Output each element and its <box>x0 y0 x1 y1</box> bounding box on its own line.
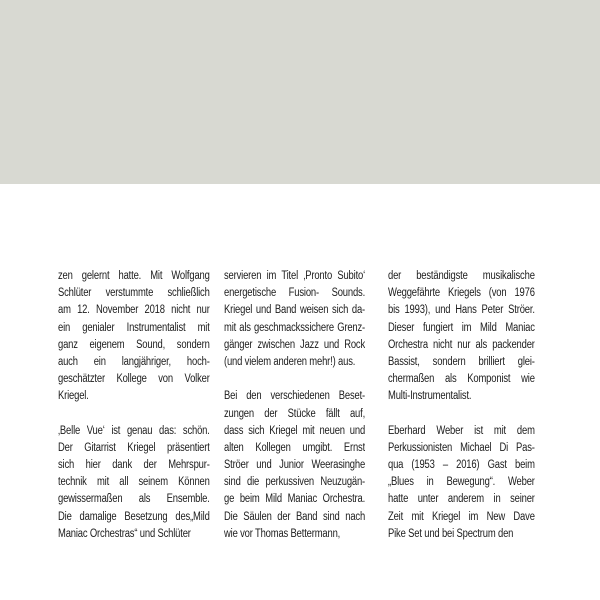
text-line: Schlüter verstummte schließlich <box>58 287 210 300</box>
text-line: Ströer und Junior Weerasinghe <box>224 459 366 472</box>
paragraph <box>58 268 210 406</box>
text-line: qua (1953 – 2016) Gast beim <box>388 459 535 472</box>
paragraph <box>224 268 365 371</box>
text-line: Multi-Instrumentalist. <box>388 390 472 403</box>
text-line: (und vielem anderen mehr!) aus. <box>224 355 356 368</box>
text-line: ein genialer Instrumentalist mit <box>58 321 210 334</box>
text-line: sind die perkussiven Neuzugän- <box>224 476 366 489</box>
text-line: geschätzter Kollege von Volker <box>58 373 210 386</box>
text-line: energetische Fusion- Sounds. <box>224 287 366 300</box>
gray-image-band <box>0 0 600 184</box>
text-line: Bei den verschiedenen Beset- <box>224 390 366 403</box>
text-line: „Blues in Bewegung“. Weber <box>388 476 535 489</box>
text-line: Perkussionisten Michael Di Pas- <box>388 441 535 454</box>
text-line: chermaßen als Komponist wie <box>388 373 535 386</box>
text-line: Die damalige Besetzung des„Mild <box>58 510 210 523</box>
text-line: zungen der Stücke fällt auf, <box>224 407 366 420</box>
text-line: der beständigste musikalische <box>388 270 535 282</box>
text-line: Weggefährte Kriegels (von 1976 <box>388 287 535 300</box>
text-line: am 12. November 2018 nicht nur <box>58 304 210 317</box>
text-column-2 <box>224 268 365 543</box>
text-line: mit als geschmackssichere Grenz- <box>224 321 366 334</box>
text-line: Orchestra nicht nur als packender <box>388 338 535 351</box>
text-line: Dieser fungiert im Mild Maniac <box>388 321 535 334</box>
text-line: wie vor Thomas Bettermann, <box>224 527 341 540</box>
paragraph <box>224 388 365 543</box>
text-line: Kriegel und Band weisen sich da- <box>224 304 366 317</box>
text-line: zen gelernt hatte. Mit Wolfgang <box>58 270 210 282</box>
text-line: Die Säulen der Band sind nach <box>224 510 366 523</box>
text-line: Pike Set und bei Spectrum den <box>388 527 514 540</box>
text-line: technik mit all seinem Können <box>58 476 210 489</box>
text-line: hatte unter anderem in seiner <box>388 493 535 506</box>
text-line: Der Gitarrist Kriegel präsentiert <box>58 441 210 454</box>
text-line: Bassist, sondern brilliert glei- <box>388 355 535 368</box>
text-column-3 <box>388 268 535 543</box>
text-line: Kriegel. <box>58 390 89 403</box>
text-line: ganz eigenem Sound, sondern <box>58 338 210 351</box>
text-line: gewissermaßen als Ensemble. <box>58 493 210 506</box>
text-line: alten Kollegen umgibt. Ernst <box>224 441 366 454</box>
text-line: Maniac Orchestras“ und Schlüter <box>58 527 191 540</box>
text-line: gänger zwischen Jazz und Rock <box>224 338 366 351</box>
text-line: ge beim Mild Maniac Orchestra. <box>224 493 366 506</box>
paragraph <box>58 423 210 543</box>
paragraph <box>388 268 535 406</box>
text-line: servieren im Titel ‚Pronto Subito‘ <box>224 270 366 282</box>
paragraph <box>388 423 535 543</box>
text-line: dass sich Kriegel mit neuen und <box>224 424 366 437</box>
text-line: ‚Belle Vue‘ ist genau das: schön. <box>58 424 210 437</box>
text-line: bis 1993), und Hans Peter Ströer. <box>388 304 535 317</box>
text-line: sich hier dank der Mehrspur- <box>58 459 210 472</box>
text-line: Eberhard Weber ist mit dem <box>388 424 535 437</box>
text-line: Zeit mit Kriegel im New Dave <box>388 510 535 523</box>
text-column-1 <box>58 268 210 543</box>
text-line: auch ein langjähriger, hoch- <box>58 355 210 368</box>
